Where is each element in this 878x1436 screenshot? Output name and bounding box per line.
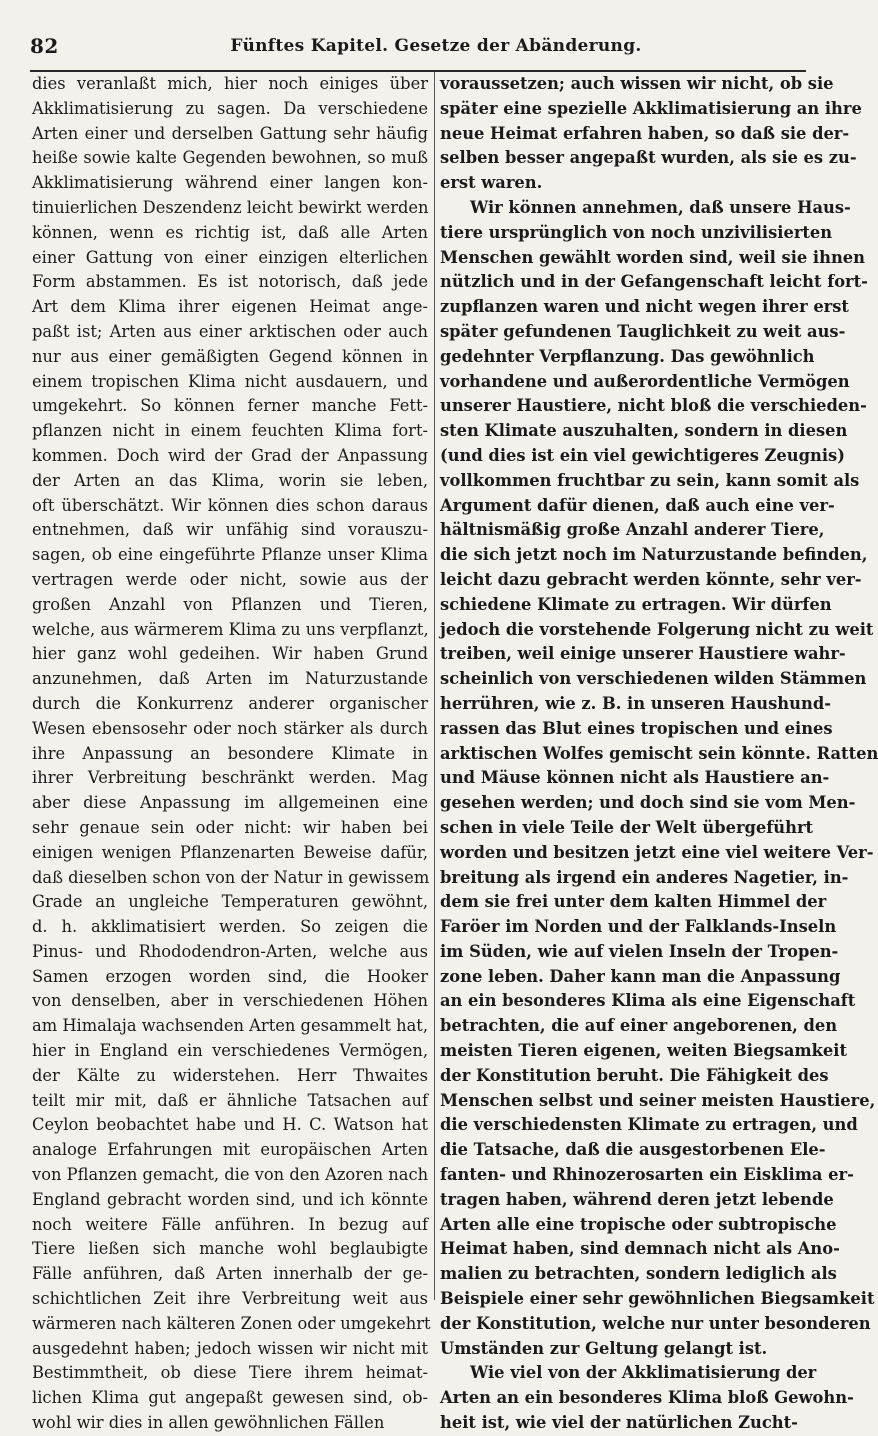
text-line: heit ist, wie viel der natürlichen Zucht- [440,1413,798,1433]
text-line: umgekehrt. So können ferner manche Fett- [32,396,428,416]
text-line: der Konstitution, welche nur unter besonderen [440,1313,871,1333]
text-line: betrachten, die auf einer angeborenen, den [440,1016,838,1036]
text-line: gesehen werden; und doch sind sie vom Men- [440,793,856,813]
text-line: daß dieselben schon von der Natur in gewissem [32,867,430,887]
text-line: Beispiele einer sehr gewöhnlichen Biegsamkeit [440,1289,875,1309]
text-line: Akklimatisierung während einer langen kon- [32,173,428,193]
text-line: dem sie frei unter dem kalten Himmel der [440,892,827,912]
text-line: Menschen selbst und seiner meisten Haustiere, [440,1090,876,1110]
text-line: Akklimatisierung zu sagen. Da verschiedene [32,98,428,118]
text-line: kommen. Doch wird der Grad der Anpassung [32,445,428,465]
text-line: an ein besonderes Klima als eine Eigenschaft [440,991,856,1011]
text-line: Ceylon beobachtet habe und H. C. Watson hat [32,1115,428,1135]
text-line: erst waren. [440,173,543,193]
text-line: zupflanzen waren und nicht wegen ihrer erst [440,297,849,317]
text-line: tiere ursprünglich von noch unzivilisierten [440,222,833,242]
text-line: können, wenn es richtig ist, daß alle Arten [32,222,428,242]
text-line: nur aus einer gemäßigten Gegend können in [32,346,428,366]
text-line: Fälle anführen, daß Arten innerhalb der ge- [32,1264,428,1284]
text-line: durch die Konkurrenz anderer organischer [32,693,428,713]
text-line: von denselben, aber in verschiedenen Höhen [32,991,428,1011]
page-header [30,34,830,62]
text-line: teilt mir mit, daß er ähnliche Tatsachen auf [32,1090,428,1110]
text-line: worden und besitzen jetzt eine viel weitere Ver- [440,842,874,862]
text-line: später gefundenen Tauglichkeit zu weit aus- [440,321,846,341]
text-line: von Pflanzen gemacht, die von den Azoren nach [32,1165,429,1185]
text-line: dies veranlaßt mich, hier noch einiges über [32,74,428,93]
text-line: fanten- und Rhinozerosarten ein Eisklima er- [440,1165,854,1185]
text-line: sagen, ob eine eingeführte Pflanze unser Klima [32,545,428,565]
right-column [440,72,878,1433]
text-line: der Arten an das Klima, worin sie leben, [32,470,428,490]
text-line: tragen haben, während deren jetzt lebende [440,1189,834,1209]
text-line: scheinlich von verschiedenen wilden Stämmen [440,669,867,689]
text-line: der Kälte zu widerstehen. Herr Thwaites [32,1065,428,1085]
text-line: Form abstammen. Es ist notorisch, daß jede [32,272,428,292]
text-line: Arten alle eine tropische oder subtropische [440,1214,837,1234]
text-line: pflanzen nicht in einem feuchten Klima fort- [32,421,428,441]
text-line: der Konstitution beruht. Die Fähigkeit des [440,1065,829,1085]
text-line: tinuierlichen Deszendenz leicht bewirkt werden [32,197,429,217]
text-line: Umständen zur Geltung gelangt ist. [440,1338,768,1358]
text-line: schichtlichen Zeit ihre Verbreitung weit aus [32,1289,428,1309]
text-line: und Mäuse können nicht als Haustiere an- [440,768,830,788]
text-line: Grade an ungleiche Temperaturen gewöhnt, [32,892,428,912]
text-line: heiße sowie kalte Gegenden bewohnen, so muß [32,148,428,168]
text-line: malien zu betrachten, sondern lediglich als [440,1264,837,1284]
text-line: die sich jetzt noch im Naturzustande befinden, [440,545,868,565]
text-line: (und dies ist ein viel gewichtigeres Zeugnis) [440,445,845,465]
text-line: aber diese Anpassung im allgemeinen eine [32,793,428,813]
text-line: wohl wir dies in allen gewöhnlichen Fällen [32,1413,385,1433]
text-line: lichen Klima gut angepaßt gewesen sind, ob- [32,1388,428,1408]
text-line: noch weitere Fälle anführen. In bezug auf [32,1214,428,1234]
text-line: meisten Tieren eigenen, weiten Biegsamkeit [440,1041,847,1061]
text-line: selben besser angepaßt wurden, als sie es zu- [440,148,857,168]
text-line: oft überschätzt. Wir können dies schon daraus [32,495,428,515]
text-line: neue Heimat erfahren haben, so daß sie der- [440,123,850,143]
text-line: die verschiedensten Klimate zu ertragen, und [440,1115,858,1135]
text-line: Arten einer und derselben Gattung sehr häufig [32,123,428,143]
text-line: vollkommen fruchtbar zu sein, kann somit als [440,470,860,490]
text-line: ausgedehnt haben; jedoch wissen wir nicht mit [32,1338,428,1358]
column-divider [434,72,435,1300]
text-line: Heimat haben, sind demnach nicht als Ano- [440,1239,840,1259]
text-line: Pinus- und Rhododendron-Arten, welche aus [32,941,428,961]
text-line: schen in viele Teile der Welt übergeführt [440,817,814,837]
text-line: im Süden, wie auf vielen Inseln der Tropen- [440,941,839,961]
text-line: Art dem Klima ihrer eigenen Heimat ange- [32,297,428,317]
running-head: Fünftes Kapitel. Gesetze der Abänderung. [230,36,642,56]
text-line: zone leben. Daher kann man die Anpassung [440,966,841,986]
text-line: voraussetzen; auch wissen wir nicht, ob sie [440,74,834,93]
text-line: Argument dafür dienen, daß auch eine ver- [440,495,835,515]
text-line: Arten an ein besonderes Klima bloß Gewohn- [440,1388,854,1408]
page-number: 82 [30,34,59,58]
text-line: einigen wenigen Pflanzenarten Beweise dafür, [32,842,428,862]
text-line: nützlich und in der Gefangenschaft leicht fort- [440,272,868,292]
text-line: ihre Anpassung an besondere Klimate in [32,743,428,763]
text-line: leicht dazu gebracht werden könnte, sehr ver- [440,569,862,589]
text-line: Wie viel von der Akklimatisierung der [470,1363,817,1383]
text-line: England gebracht worden sind, und ich könnte [32,1189,428,1209]
text-line: sehr genaue sein oder nicht: wir haben bei [32,817,428,837]
text-line: später eine spezielle Akklimatisierung an ihre [440,98,862,118]
text-line: vorhandene und außerordentliche Vermögen [440,371,850,391]
text-line: großen Anzahl von Pflanzen und Tieren, [32,594,428,614]
text-line: hier in England ein verschiedenes Vermögen, [32,1041,428,1061]
text-line: schiedene Klimate zu ertragen. Wir dürfen [440,594,832,614]
text-line: anzunehmen, daß Arten im Naturzustande [32,669,428,689]
text-line: herrühren, wie z. B. in unseren Haushund- [440,693,831,713]
left-column [32,72,431,1433]
text-line: breitung als irgend ein anderes Nagetier, in- [440,867,849,887]
text-line: Samen erzogen worden sind, die Hooker [32,966,428,986]
text-line: hier ganz wohl gedeihen. Wir haben Grund [32,644,428,664]
text-line: unserer Haustiere, nicht bloß die verschieden- [440,396,867,416]
text-line: die Tatsache, daß die ausgestorbenen Ele- [440,1140,826,1160]
text-line: einer Gattung von einer einzigen elterlichen [32,247,428,267]
text-line: vertragen werde oder nicht, sowie aus der [32,569,428,589]
text-line: treiben, weil einige unserer Haustiere wahr- [440,644,846,664]
text-line: gedehnter Verpflanzung. Das gewöhnlich [440,346,815,366]
text-line: Wesen ebensosehr oder noch stärker als durch [32,718,428,738]
text-line: hältnismäßig große Anzahl anderer Tiere, [440,520,825,540]
text-line: jedoch die vorstehende Folgerung nicht zu weit [440,619,874,639]
text-line: wärmeren nach kälteren Zonen oder umgekehrt [32,1313,431,1333]
text-line: Bestimmtheit, ob diese Tiere ihrem heimat- [32,1363,428,1383]
text-line: rassen das Blut eines tropischen und eines [440,718,833,738]
text-line: einem tropischen Klima nicht ausdauern, und [32,371,428,391]
text-line: paßt ist; Arten aus einer arktischen oder auch [32,321,428,341]
text-line: Tiere ließen sich manche wohl beglaubigte [32,1239,428,1259]
text-line: arktischen Wolfes gemischt sein könnte. Ratten [440,743,878,763]
text-line: entnehmen, daß wir unfähig sind vorauszu- [32,520,428,540]
text-line: am Himalaja wachsenden Arten gesammelt hat, [32,1016,429,1036]
text-line: welche, aus wärmerem Klima zu uns verpflanzt, [32,619,429,639]
text-line: d. h. akklimatisiert werden. So zeigen die [32,917,428,937]
text-line: Wir können annehmen, daß unsere Haus- [470,197,851,217]
text-line: Menschen gewählt worden sind, weil sie ihnen [440,247,865,267]
text-line: ihrer Verbreitung beschränkt werden. Mag [32,768,428,788]
text-line: sten Klimate auszuhalten, sondern in diesen [440,421,848,441]
text-line: analoge Erfahrungen mit europäischen Arten [32,1140,428,1160]
text-line: Faröer im Norden und der Falklands-Inseln [440,917,837,937]
